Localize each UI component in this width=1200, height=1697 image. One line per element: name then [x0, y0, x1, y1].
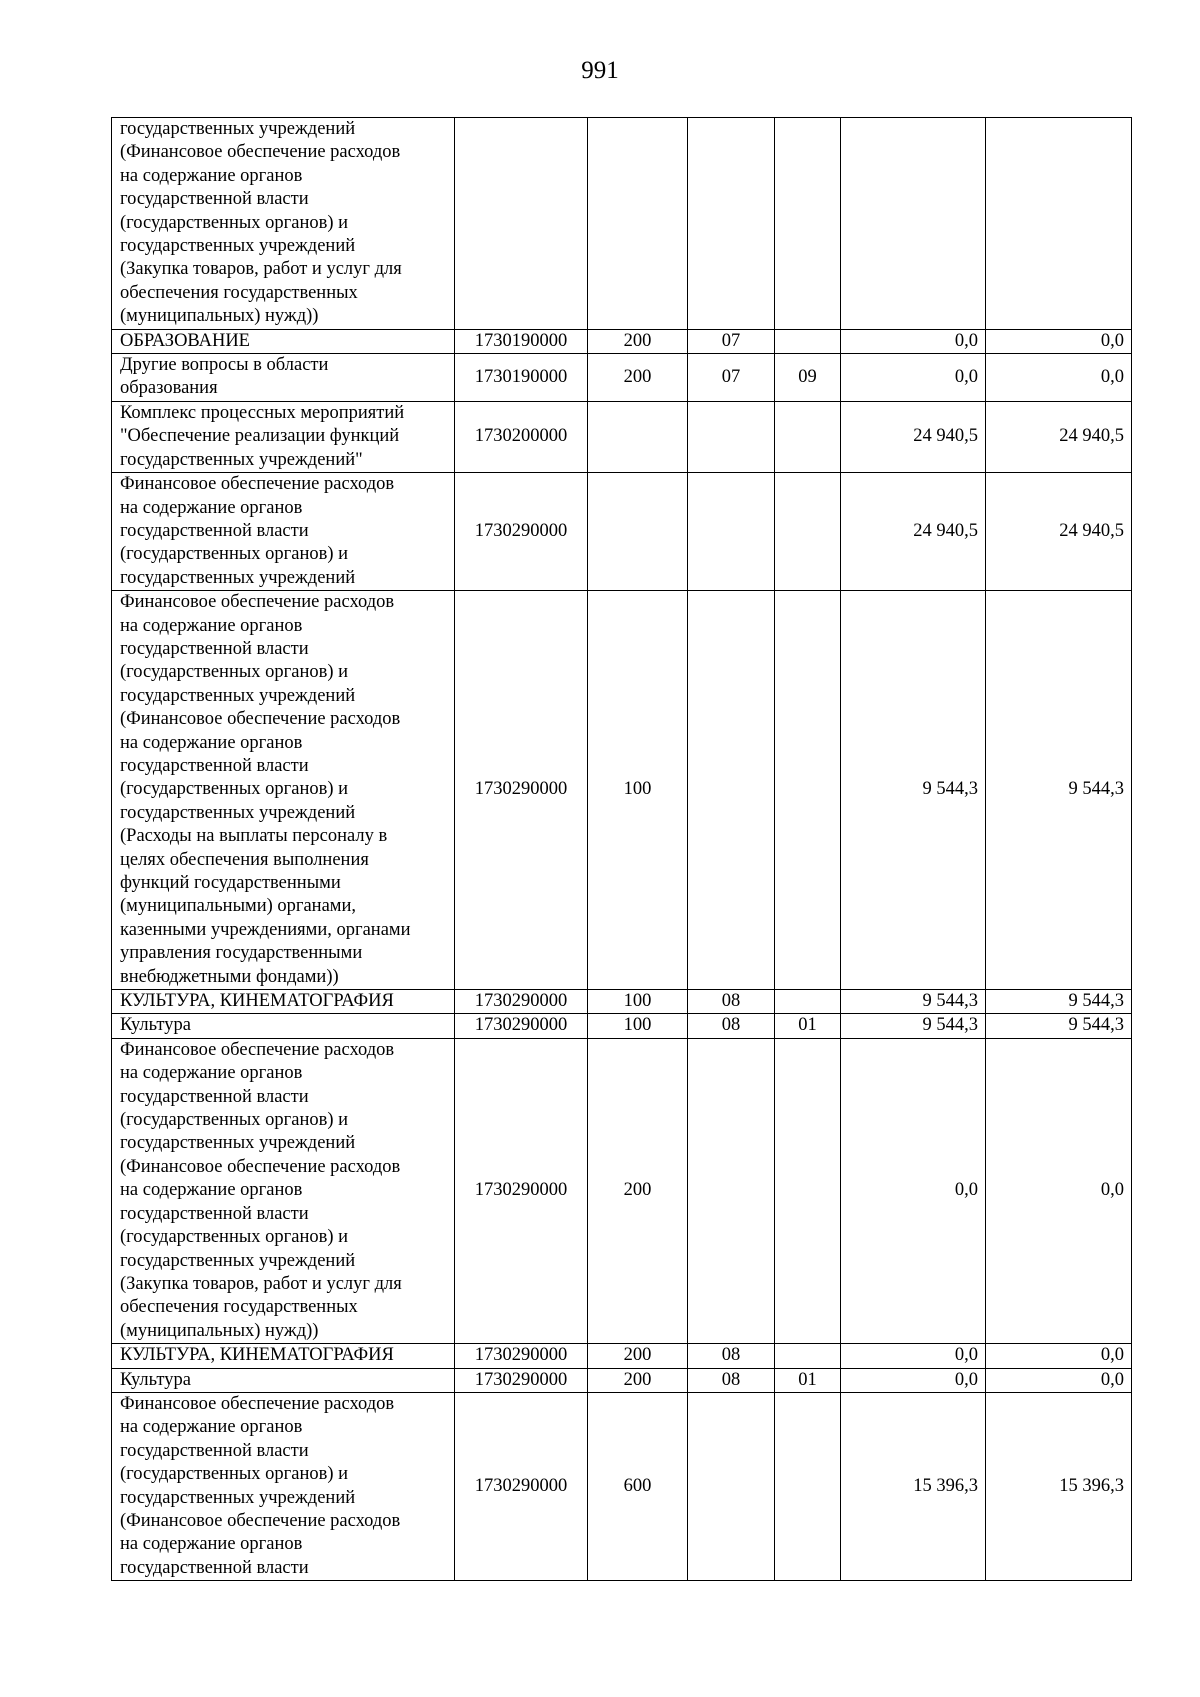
row-name: Культура	[112, 1014, 455, 1038]
target-code: 1730290000	[455, 1392, 588, 1580]
subsection: 01	[775, 1368, 841, 1392]
expense-type: 600	[588, 1392, 688, 1580]
subsection	[775, 473, 841, 591]
section	[688, 1038, 775, 1343]
target-code: 1730290000	[455, 1014, 588, 1038]
table-row	[112, 1014, 1132, 1038]
subsection	[775, 118, 841, 330]
expense-type: 200	[588, 1038, 688, 1343]
section: 07	[688, 329, 775, 353]
sum-year-2: 0,0	[986, 329, 1132, 353]
expense-type: 200	[588, 329, 688, 353]
subsection	[775, 1038, 841, 1343]
subsection	[775, 990, 841, 1014]
table-row	[112, 354, 1132, 402]
table-row	[112, 990, 1132, 1014]
sum-year-1	[841, 118, 986, 330]
subsection	[775, 591, 841, 990]
expense-type: 100	[588, 990, 688, 1014]
sum-year-2: 9 544,3	[986, 1014, 1132, 1038]
target-code	[455, 118, 588, 330]
row-name: ОБРАЗОВАНИЕ	[112, 329, 455, 353]
sum-year-2: 0,0	[986, 354, 1132, 402]
expense-type: 100	[588, 1014, 688, 1038]
sum-year-1: 0,0	[841, 1038, 986, 1343]
target-code: 1730190000	[455, 354, 588, 402]
sum-year-2: 9 544,3	[986, 990, 1132, 1014]
row-name: Финансовое обеспечение расходов на содержание органов государственной власти (государственных органов) и государственных учреждений (Финансовое обеспечение расходов на содержание органов государственной власти (государственных органов) и государственных учреждений (Закупка товаров, работ и услуг для обеспечения государственных (муниципальных) нужд))	[112, 1038, 455, 1343]
target-code: 1730290000	[455, 1038, 588, 1343]
expense-type: 200	[588, 1344, 688, 1368]
sum-year-2: 24 940,5	[986, 401, 1132, 472]
sum-year-2: 9 544,3	[986, 591, 1132, 990]
section: 07	[688, 354, 775, 402]
row-name: Финансовое обеспечение расходов на содержание органов государственной власти (государственных органов) и государственных учреждений	[112, 473, 455, 591]
section: 08	[688, 1368, 775, 1392]
sum-year-1: 9 544,3	[841, 591, 986, 990]
sum-year-1: 0,0	[841, 329, 986, 353]
sum-year-2: 0,0	[986, 1344, 1132, 1368]
sum-year-1: 9 544,3	[841, 1014, 986, 1038]
expense-type	[588, 473, 688, 591]
sum-year-2: 0,0	[986, 1038, 1132, 1343]
sum-year-1: 24 940,5	[841, 473, 986, 591]
table-row	[112, 591, 1132, 990]
expense-type: 100	[588, 591, 688, 990]
row-name: Культура	[112, 1368, 455, 1392]
sum-year-1: 0,0	[841, 354, 986, 402]
sum-year-1: 15 396,3	[841, 1392, 986, 1580]
sum-year-1: 0,0	[841, 1368, 986, 1392]
expense-type: 200	[588, 354, 688, 402]
row-name: КУЛЬТУРА, КИНЕМАТОГРАФИЯ	[112, 1344, 455, 1368]
section	[688, 401, 775, 472]
row-name: Комплекс процессных мероприятий "Обеспечение реализации функций государственных учреждений"	[112, 401, 455, 472]
table-row	[112, 118, 1132, 330]
table-row	[112, 1392, 1132, 1580]
subsection	[775, 1344, 841, 1368]
section	[688, 591, 775, 990]
sum-year-1: 24 940,5	[841, 401, 986, 472]
target-code: 1730200000	[455, 401, 588, 472]
subsection: 01	[775, 1014, 841, 1038]
sum-year-2: 24 940,5	[986, 473, 1132, 591]
row-name: государственных учреждений (Финансовое обеспечение расходов на содержание органов государственной власти (государственных органов) и государственных учреждений (Закупка товаров, работ и услуг для обеспечения государственных (муниципальных) нужд))	[112, 118, 455, 330]
section: 08	[688, 1344, 775, 1368]
subsection	[775, 401, 841, 472]
target-code: 1730290000	[455, 1344, 588, 1368]
subsection: 09	[775, 354, 841, 402]
row-name: КУЛЬТУРА, КИНЕМАТОГРАФИЯ	[112, 990, 455, 1014]
row-name: Финансовое обеспечение расходов на содержание органов государственной власти (государственных органов) и государственных учреждений (Финансовое обеспечение расходов на содержание органов государственной власти (государственных органов) и государственных учреждений (Расходы на выплаты персоналу в целях обеспечения выполнения функций государственными (муниципальными) органами, казенными учреждениями, органами управления государственными внебюджетными фондами))	[112, 591, 455, 990]
table-row	[112, 329, 1132, 353]
section	[688, 118, 775, 330]
sum-year-2	[986, 118, 1132, 330]
table-row	[112, 401, 1132, 472]
table-row	[112, 1344, 1132, 1368]
target-code: 1730290000	[455, 591, 588, 990]
sum-year-2: 15 396,3	[986, 1392, 1132, 1580]
section: 08	[688, 990, 775, 1014]
table-row	[112, 1368, 1132, 1392]
subsection	[775, 329, 841, 353]
sum-year-1: 9 544,3	[841, 990, 986, 1014]
expense-type	[588, 118, 688, 330]
sum-year-1: 0,0	[841, 1344, 986, 1368]
row-name: Финансовое обеспечение расходов на содержание органов государственной власти (государственных органов) и государственных учреждений (Финансовое обеспечение расходов на содержание органов государственной власти	[112, 1392, 455, 1580]
section	[688, 1392, 775, 1580]
target-code: 1730190000	[455, 329, 588, 353]
target-code: 1730290000	[455, 990, 588, 1014]
expense-type	[588, 401, 688, 472]
subsection	[775, 1392, 841, 1580]
section	[688, 473, 775, 591]
row-name: Другие вопросы в области образования	[112, 354, 455, 402]
page-number: 991	[581, 57, 619, 84]
target-code: 1730290000	[455, 473, 588, 591]
sum-year-2: 0,0	[986, 1368, 1132, 1392]
target-code: 1730290000	[455, 1368, 588, 1392]
table-row	[112, 473, 1132, 591]
expense-type: 200	[588, 1368, 688, 1392]
table-row	[112, 1038, 1132, 1343]
budget-table	[111, 117, 1132, 1581]
section: 08	[688, 1014, 775, 1038]
